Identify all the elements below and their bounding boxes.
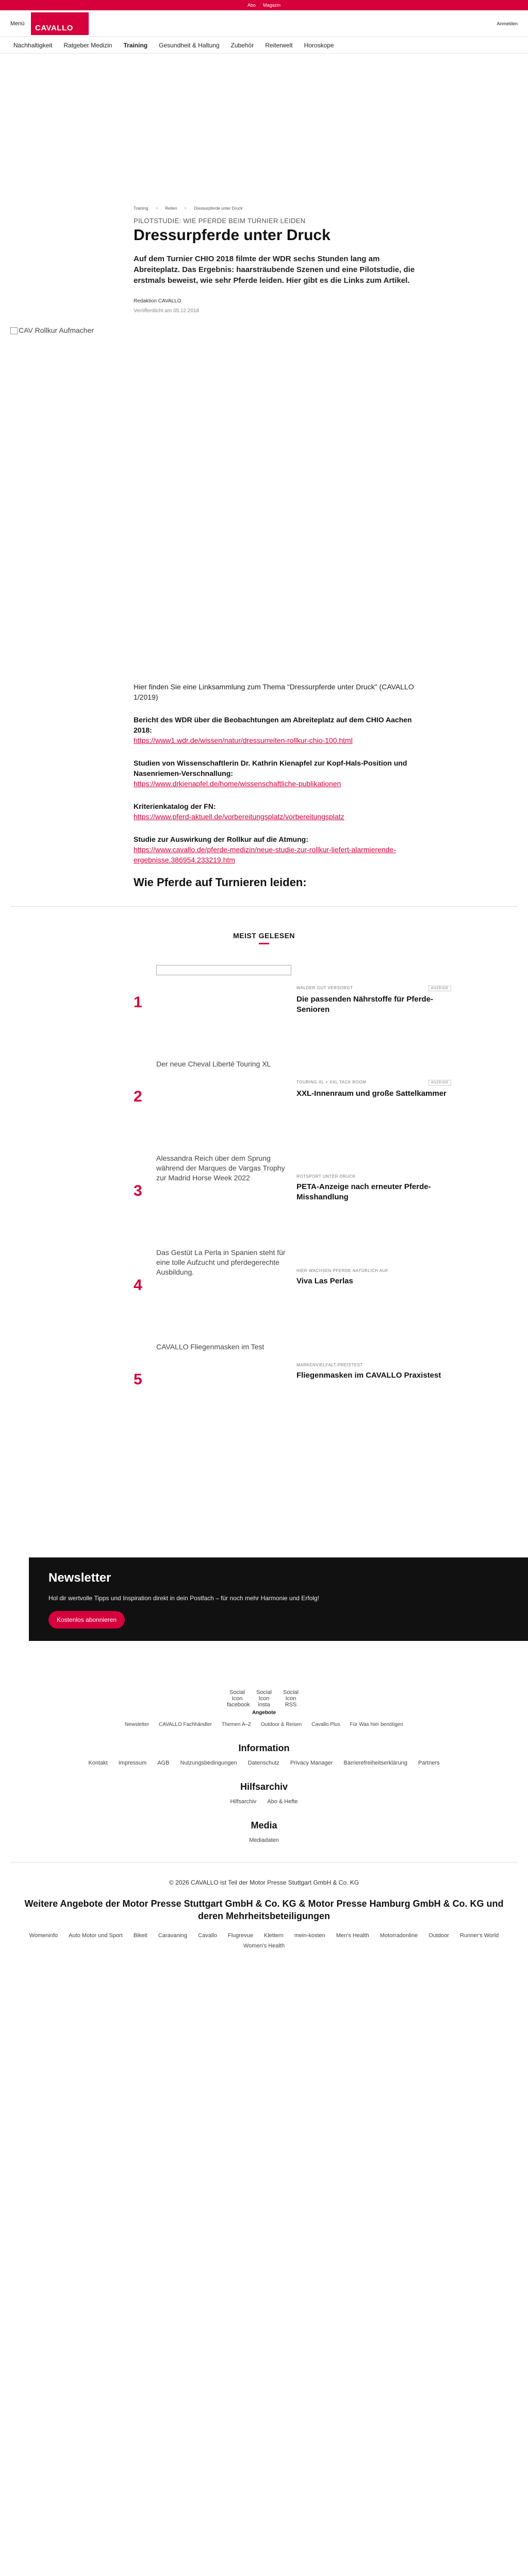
footer-link[interactable]: Kontakt xyxy=(88,1760,108,1766)
ad-badge: ANZEIGE xyxy=(428,986,451,991)
brand-link[interactable]: Cavallo xyxy=(198,1933,217,1939)
item-category: HIER WACHSEN PFERDE NATÜRLICH AUF xyxy=(296,1268,389,1273)
nav-training[interactable]: Training xyxy=(123,41,148,49)
thumbnail-alt: Alessandra Reich über dem Sprung während der Marques de Vargas Trophy zur Madrid Horse Week 2022 xyxy=(156,1154,285,1182)
brand-links xyxy=(6,1930,522,1951)
section-fn xyxy=(134,801,425,822)
thumbnail-alt: Der neue Cheval Liberté Touring XL xyxy=(156,1060,271,1068)
publisher-heading: Weitere Angebote der Motor Presse Stuttgart GmbH & Co. KG & Motor Presse Hamburg GmbH & Co. KG und deren Mehrheitsbeteiligungen xyxy=(24,1899,504,1921)
breadcrumb-separator: > xyxy=(184,206,187,211)
nav-reiterwelt[interactable]: Reiterwelt xyxy=(265,41,293,49)
footer-link[interactable]: Mediadaten xyxy=(249,1837,279,1843)
item-category-row xyxy=(296,1268,451,1273)
list-item[interactable] xyxy=(134,1342,453,1436)
item-category: WALDER GUT VERSORGT xyxy=(296,986,353,990)
brand-link[interactable]: Motorradonline xyxy=(380,1933,418,1939)
link-wdr[interactable]: https://www1.wdr.de/wissen/natur/dressurreiten-rollkur-chio-100.html xyxy=(134,736,353,744)
footer-link[interactable]: Partners xyxy=(418,1760,440,1766)
nav-gesundheit[interactable]: Gesundheit & Haltung xyxy=(159,41,220,49)
section-wdr xyxy=(134,715,425,745)
footer-heading-media: Media xyxy=(251,1820,277,1831)
most-read-list xyxy=(134,965,453,1436)
item-title[interactable]: PETA-Anzeige nach erneuter Pferde-Misshandlung xyxy=(296,1182,431,1201)
item-category-row xyxy=(296,1080,451,1086)
article-body xyxy=(134,682,425,888)
facebook-icon[interactable]: Social Icon facebook xyxy=(227,1689,250,1708)
footer-info-links xyxy=(0,1760,528,1766)
footer-link[interactable]: Barrierefreiheitserklärung xyxy=(343,1760,407,1766)
item-title[interactable]: Die passenden Nährstoffe für Pferde-Senioren xyxy=(296,995,434,1014)
breadcrumb-item[interactable]: Reiten xyxy=(165,206,177,211)
brand-link[interactable]: Women's Health xyxy=(243,1943,285,1949)
section-title: Bericht des WDR über die Beobachtungen am Abreiteplatz auf dem CHIO Aachen 2018: xyxy=(134,716,412,734)
broken-image-icon xyxy=(10,327,18,334)
brand-link[interactable]: Womeninfo xyxy=(29,1933,58,1939)
thumbnail[interactable] xyxy=(156,1154,291,1183)
page-title: Dressurpferde unter Druck xyxy=(134,227,331,244)
item-category-row xyxy=(296,1174,451,1179)
menu-button-label: Menü xyxy=(10,20,25,27)
section-title: Kriterienkatalog der FN: xyxy=(134,802,216,810)
thumbnail-alt: Das Gestüt La Perla in Spanien steht für eine tolle Aufzucht und pferdegerechte Ausbildung. xyxy=(156,1248,286,1276)
breadcrumb xyxy=(134,206,425,211)
divider xyxy=(10,906,518,907)
footer-link[interactable]: AGB xyxy=(157,1760,170,1766)
brand-link[interactable]: Auto Motor und Sport xyxy=(69,1933,123,1939)
site-logo[interactable]: CAVALLO xyxy=(31,12,89,35)
newsletter-text: Hol dir wertvolle Tipps und Inspiration direkt in dein Postfach – für noch mehr Harmonie und Erfolg! xyxy=(48,1595,319,1602)
footer-link[interactable]: Newsletter xyxy=(124,1722,150,1727)
list-item[interactable] xyxy=(134,1059,453,1154)
item-title[interactable]: Fliegenmasken im CAVALLO Praxistest xyxy=(296,1371,441,1380)
hero-alt-text: CAV Rollkur Aufmacher xyxy=(19,326,94,334)
rss-icon[interactable]: Social Icon RSS xyxy=(283,1689,299,1708)
item-title[interactable]: Viva Las Perlas xyxy=(296,1277,353,1285)
thumbnail[interactable] xyxy=(156,1248,291,1277)
footer-link[interactable]: Für Was hier benötigen xyxy=(350,1722,404,1727)
social-links xyxy=(0,1689,528,1708)
list-item[interactable] xyxy=(134,1154,453,1248)
link-kienapfel[interactable]: https://www.drkienapfel.de/home/wissenschaftliche-publikationen xyxy=(134,779,341,788)
item-text xyxy=(296,1248,451,1286)
item-title[interactable]: XXL-Innenraum und große Sattelkammer xyxy=(296,1089,447,1098)
most-read-heading: MEIST GELESEN xyxy=(233,931,295,940)
rank-number: 1 xyxy=(134,994,142,1011)
footer-link[interactable]: CAVALLO Fachhändler xyxy=(158,1722,212,1727)
article-lead: Auf dem Turnier CHIO 2018 filmte der WDR sechs Stunden lang am Abreiteplatz. Das Ergebnis: haarsträubende Szenen und eine Pilotstudie, die erstmals beweist, wie sehr Pferde leiden. Hier gibt es die Links zum Artikel. xyxy=(134,255,415,285)
hero-image xyxy=(10,326,528,682)
section-heading: Wie Pferde auf Turnieren leiden: xyxy=(134,876,307,889)
thumbnail[interactable] xyxy=(156,965,291,975)
login-link[interactable]: Anmelden xyxy=(497,21,518,26)
image-placeholder xyxy=(156,965,291,975)
section-title: Studien von Wissenschaftlerin Dr. Kathrin Kienapfel zur Kopf-Hals-Position und Nasenriemen-Verschnallung: xyxy=(134,759,407,777)
newsletter-title: Newsletter xyxy=(48,1571,111,1585)
body-intro: Hier finden Sie eine Linksammlung zum Thema "Dressurpferde unter Druck" (CAVALLO 1/2019) xyxy=(134,683,414,701)
brand-link[interactable]: Men's Health xyxy=(336,1933,369,1939)
brand-link[interactable]: Outdoor xyxy=(428,1933,449,1939)
breadcrumb-separator: > xyxy=(155,206,158,211)
rank-number: 2 xyxy=(134,1088,142,1105)
article-kicker: PILOTSTUDIE: WIE PFERDE BEIM TURNIER LEIDEN xyxy=(134,217,306,225)
nav-nachhaltigkeit[interactable]: Nachhaltigkeit xyxy=(13,41,53,49)
footer-heading-information: Information xyxy=(238,1743,290,1753)
rank-number: 5 xyxy=(134,1371,142,1388)
rank-number: 4 xyxy=(134,1277,142,1294)
item-text xyxy=(296,1342,451,1381)
footer-heading-help: Hilfsarchiv xyxy=(240,1782,288,1792)
thumbnail[interactable] xyxy=(156,1342,291,1352)
section-title: Studie zur Auswirkung der Rollkur auf die Atmung: xyxy=(134,835,308,843)
newsletter-box xyxy=(29,1557,528,1641)
item-category: ROTSPORT UNTER DRUCK xyxy=(296,1174,356,1179)
footer-link[interactable]: Privacy Manager xyxy=(290,1760,333,1766)
topbar-link-magazin[interactable]: Magazin xyxy=(262,3,281,8)
nav-horoskope[interactable]: Horoskope xyxy=(304,41,334,49)
item-text xyxy=(296,1059,451,1099)
hero-image-alt xyxy=(10,326,94,334)
footer-link[interactable]: Nutzungsbedingungen xyxy=(180,1760,237,1766)
angebote-label: Angebote xyxy=(252,1710,276,1716)
site-header xyxy=(0,10,528,37)
thumbnail[interactable] xyxy=(156,1059,291,1069)
thumbnail-alt: CAVALLO Fliegenmasken im Test xyxy=(156,1343,265,1351)
brand-link[interactable]: Caravaning xyxy=(158,1933,188,1939)
item-text xyxy=(296,965,451,1015)
link-fn[interactable]: https://www.pferd-aktuell.de/vorbereitungsplatz/vorbereitungsplatz xyxy=(134,812,344,821)
topbar xyxy=(0,0,528,10)
main-nav xyxy=(0,37,528,54)
breadcrumb-item[interactable]: Training xyxy=(134,206,148,211)
nav-zubehoer[interactable]: Zubehör xyxy=(230,41,254,49)
brand-link[interactable]: mein-kosten xyxy=(294,1933,325,1939)
article-author[interactable]: Redaktion CAVALLO xyxy=(134,298,182,304)
item-category: TOURING XL + XXL TACK ROOM xyxy=(296,1080,367,1084)
item-category: MARKENVIELFALT-PREISTEST xyxy=(296,1363,363,1367)
footer-links-row xyxy=(0,1722,528,1727)
menu-button[interactable] xyxy=(10,21,25,27)
footer-link[interactable]: Impressum xyxy=(118,1760,147,1766)
site-footer xyxy=(0,1689,528,1951)
subscribe-button[interactable]: Kostenlos abonnieren xyxy=(48,1611,125,1629)
heading-accent-bar xyxy=(259,943,269,944)
item-text xyxy=(296,1154,451,1202)
newsletter-image xyxy=(490,1557,528,1574)
brand-link[interactable]: Bikeit xyxy=(133,1933,147,1939)
article-header xyxy=(134,206,425,314)
brand-link[interactable]: Klettern xyxy=(263,1933,284,1939)
footer-link[interactable]: Datenschutz xyxy=(248,1760,279,1766)
footer-link[interactable]: Outdoor & Reisen xyxy=(260,1722,302,1727)
breadcrumb-current: Dressurpferde unter Druck xyxy=(194,206,243,211)
list-item[interactable] xyxy=(134,965,453,1059)
link-atmung[interactable]: https://www.cavallo.de/pferde-medizin/neue-studie-zur-rollkur-liefert-alarmierende-ergebnisse.386954.233219.htm xyxy=(134,845,396,864)
item-category-row xyxy=(296,986,451,991)
section-atmung xyxy=(134,834,425,865)
list-item[interactable] xyxy=(134,1248,453,1342)
footer-media-links xyxy=(0,1837,528,1843)
section-kienapfel xyxy=(134,758,425,789)
topbar-link-abo[interactable]: Abo xyxy=(247,3,256,8)
rank-number: 3 xyxy=(134,1182,142,1199)
nav-ratgeber-medizin[interactable]: Ratgeber Medizin xyxy=(63,41,112,49)
article-date: Veröffentlicht am 05.12.2018 xyxy=(134,308,200,314)
brand-link[interactable]: Runner's World xyxy=(460,1933,499,1939)
footer-link[interactable]: Themen A–Z xyxy=(221,1722,252,1727)
item-category-row xyxy=(296,1363,451,1367)
ad-space xyxy=(0,54,528,206)
brand-link[interactable]: Flugrevue xyxy=(227,1933,253,1939)
footer-link[interactable]: Abo & Hefte xyxy=(267,1799,298,1805)
footer-help-links xyxy=(0,1799,528,1805)
footer-link[interactable]: Hilfsarchiv xyxy=(230,1799,257,1805)
ad-badge: ANZEIGE xyxy=(428,1080,451,1086)
copyright: © 2026 CAVALLO ist Teil der Motor Presse Stuttgart GmbH & Co. KG xyxy=(169,1879,359,1886)
footer-link[interactable]: Cavallo Plus xyxy=(311,1722,340,1727)
instagram-icon[interactable]: Social Icon insta xyxy=(256,1689,272,1708)
